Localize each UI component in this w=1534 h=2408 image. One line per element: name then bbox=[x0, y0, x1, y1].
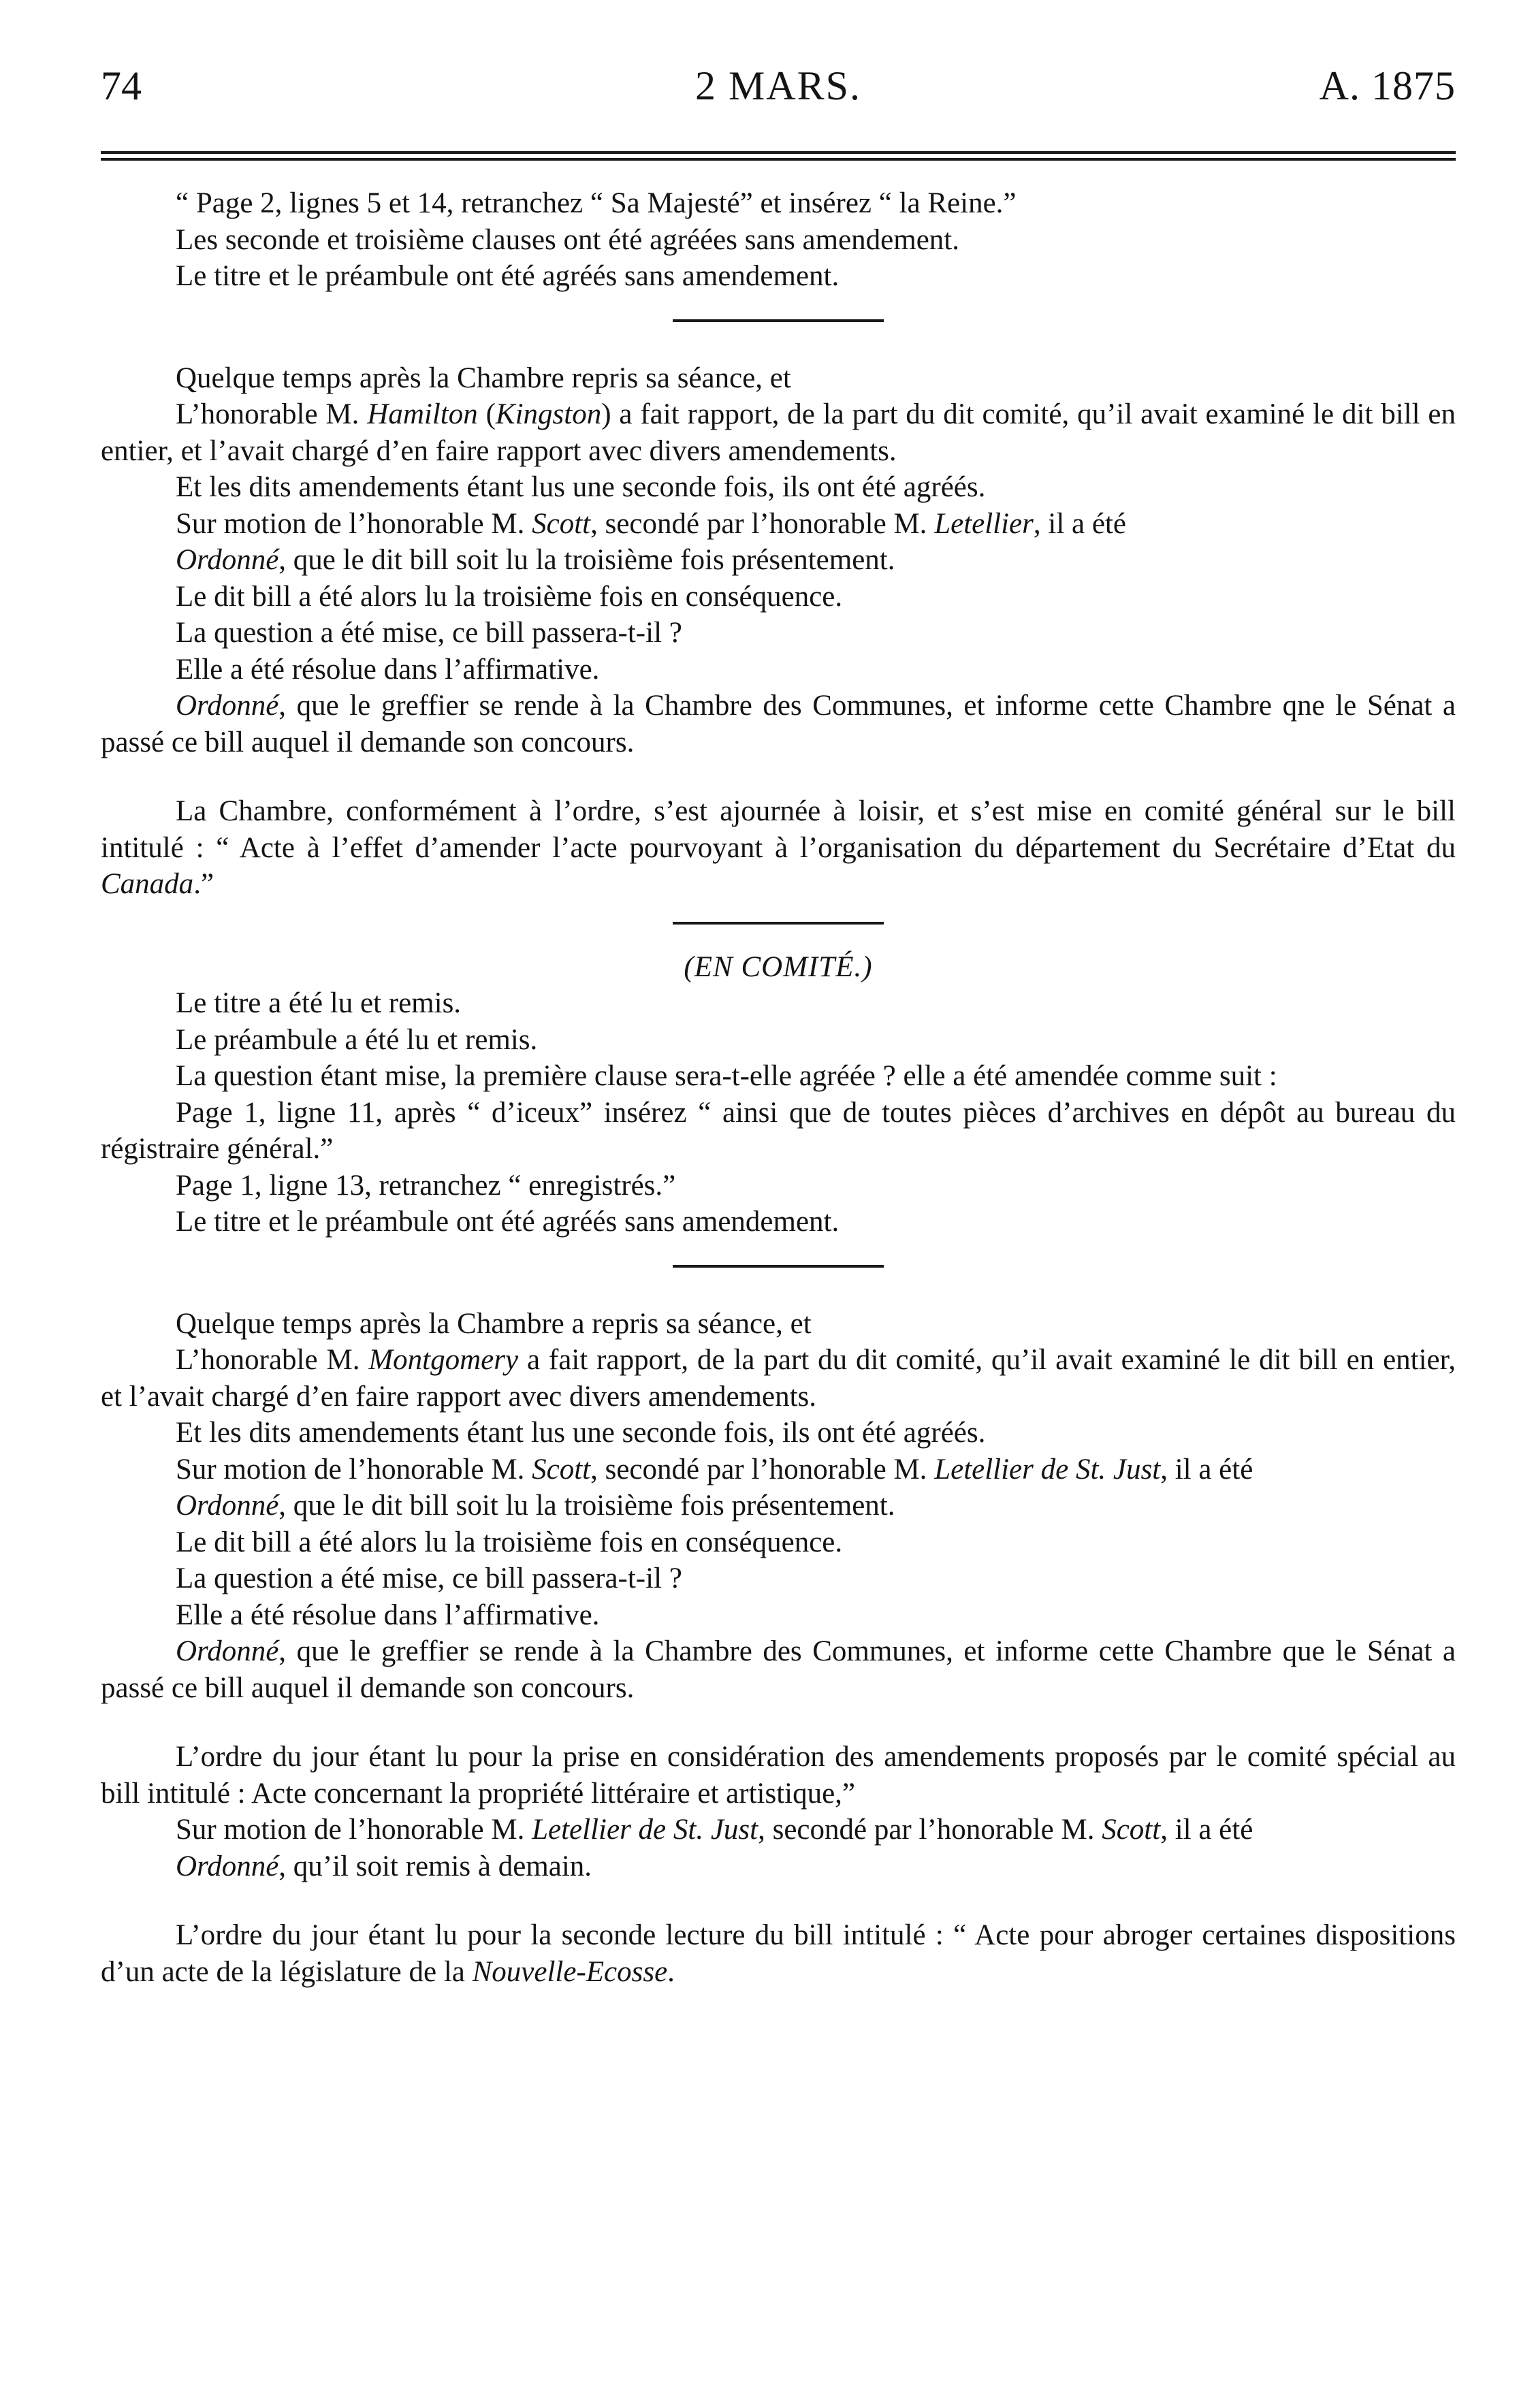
paragraph: Quelque temps après la Chambre repris sa séance, et bbox=[176, 362, 791, 394]
paragraph: Le dit bill a été alors lu la troisième fois en conséquence. bbox=[176, 1526, 843, 1558]
header-rule bbox=[101, 151, 1456, 154]
header-year: A. 1875 bbox=[1319, 63, 1456, 108]
paragraph: L’honorable M. Hamilton (Kingston) a fait rapport, de la part du dit comité, qu’il avait examiné le dit bill en entier, et l’avait chargé d’en faire rapport avec divers amendements. bbox=[101, 398, 1456, 467]
page-number: 74 bbox=[101, 63, 142, 108]
paragraph-gap bbox=[101, 1884, 1456, 1917]
paragraph: Elle a été résolue dans l’affirmative. bbox=[176, 653, 600, 686]
paragraph: La Chambre, conformément à l’ordre, s’est ajournée à loisir, et s’est mise en comité général sur le bill intitulé : “ Acte à l’effet d’amender l’acte pourvoyant à l’organisation du département du Secrétaire d’Etat du Canada.” bbox=[101, 795, 1456, 900]
paragraph: Et les dits amendements étant lus une seconde fois, ils ont été agréés. bbox=[176, 1417, 986, 1449]
paragraph: Page 1, ligne 13, retranchez “ enregistrés.” bbox=[176, 1169, 676, 1202]
paragraph: L’ordre du jour étant lu pour la seconde lecture du bill intitulé : “ Acte pour abroger certaines dispositions d’un acte de la législature de la Nouvelle-Ecosse. bbox=[101, 1919, 1456, 1988]
header-date: 2 MARS. bbox=[694, 63, 862, 108]
paragraph: Ordonné, qu’il soit remis à demain. bbox=[176, 1850, 592, 1882]
paragraph: Et les dits amendements étant lus une seconde fois, ils ont été agréés. bbox=[176, 471, 986, 503]
paragraph: L’ordre du jour étant lu pour la prise en considération des amendements proposés par le comité spécial au bill intitulé : Acte concernant la propriété littéraire et artistique,” bbox=[101, 1741, 1456, 1810]
body-text bbox=[101, 185, 1456, 1990]
section-divider bbox=[673, 922, 884, 925]
page-header bbox=[101, 63, 1456, 117]
paragraph: Quelque temps après la Chambre a repris sa séance, et bbox=[176, 1307, 812, 1340]
paragraph: La question étant mise, la première clause sera-t-elle agréée ? elle a été amendée comme suit : bbox=[176, 1060, 1277, 1092]
paragraph: Le titre a été lu et remis. bbox=[176, 987, 462, 1019]
paragraph: “ Page 2, lignes 5 et 14, retranchez “ Sa Majesté” et insérez “ la Reine.” bbox=[176, 187, 1017, 219]
paragraph: Le titre et le préambule ont été agréés sans amendement. bbox=[176, 1206, 840, 1238]
paragraph: La question a été mise, ce bill passera-t-il ? bbox=[176, 617, 682, 649]
header-rule-second bbox=[101, 158, 1456, 161]
paragraph: Ordonné, que le greffier se rende à la Chambre des Communes, et informe cette Chambre que le Sénat a passé ce bill auquel il demande son concours. bbox=[101, 1635, 1456, 1704]
committee-heading: (EN COMITÉ.) bbox=[684, 950, 873, 983]
paragraph: Les seconde et troisième clauses ont été agréées sans amendement. bbox=[176, 223, 959, 256]
paragraph: Le titre et le préambule ont été agréés sans amendement. bbox=[176, 260, 840, 292]
section-divider bbox=[673, 319, 884, 322]
paragraph: La question a été mise, ce bill passera-t-il ? bbox=[176, 1562, 682, 1594]
paragraph: Elle a été résolue dans l’affirmative. bbox=[176, 1599, 600, 1631]
paragraph: Le préambule a été lu et remis. bbox=[176, 1023, 538, 1056]
paragraph: Le dit bill a été alors lu la troisième fois en conséquence. bbox=[176, 580, 843, 613]
paragraph: Ordonné, que le greffier se rende à la Chambre des Communes, et informe cette Chambre qne le Sénat a passé ce bill auquel il demande son concours. bbox=[101, 690, 1456, 758]
paragraph: Sur motion de l’honorable M. Letellier de St. Just, secondé par l’honorable M. Scott, il a été bbox=[176, 1814, 1253, 1846]
paragraph-gap bbox=[101, 760, 1456, 793]
paragraph: Ordonné, que le dit bill soit lu la troisième fois présentement. bbox=[176, 1490, 895, 1522]
paragraph: Ordonné, que le dit bill soit lu la troisième fois présentement. bbox=[176, 544, 895, 576]
paragraph-gap bbox=[101, 1706, 1456, 1739]
paragraph: L’honorable M. Montgomery a fait rapport, de la part du dit comité, qu’il avait examiné le dit bill en entier, et l’avait chargé d’en faire rapport avec divers amendements. bbox=[101, 1344, 1456, 1413]
paragraph: Sur motion de l’honorable M. Scott, secondé par l’honorable M. Letellier, il a été bbox=[176, 507, 1126, 540]
paragraph: Page 1, ligne 11, après “ d’iceux” insérez “ ainsi que de toutes pièces d’archives en dépôt au bureau du régistraire général.” bbox=[101, 1096, 1456, 1165]
section-divider bbox=[673, 1265, 884, 1268]
paragraph: Sur motion de l’honorable M. Scott, secondé par l’honorable M. Letellier de St. Just, il a été bbox=[176, 1453, 1253, 1486]
